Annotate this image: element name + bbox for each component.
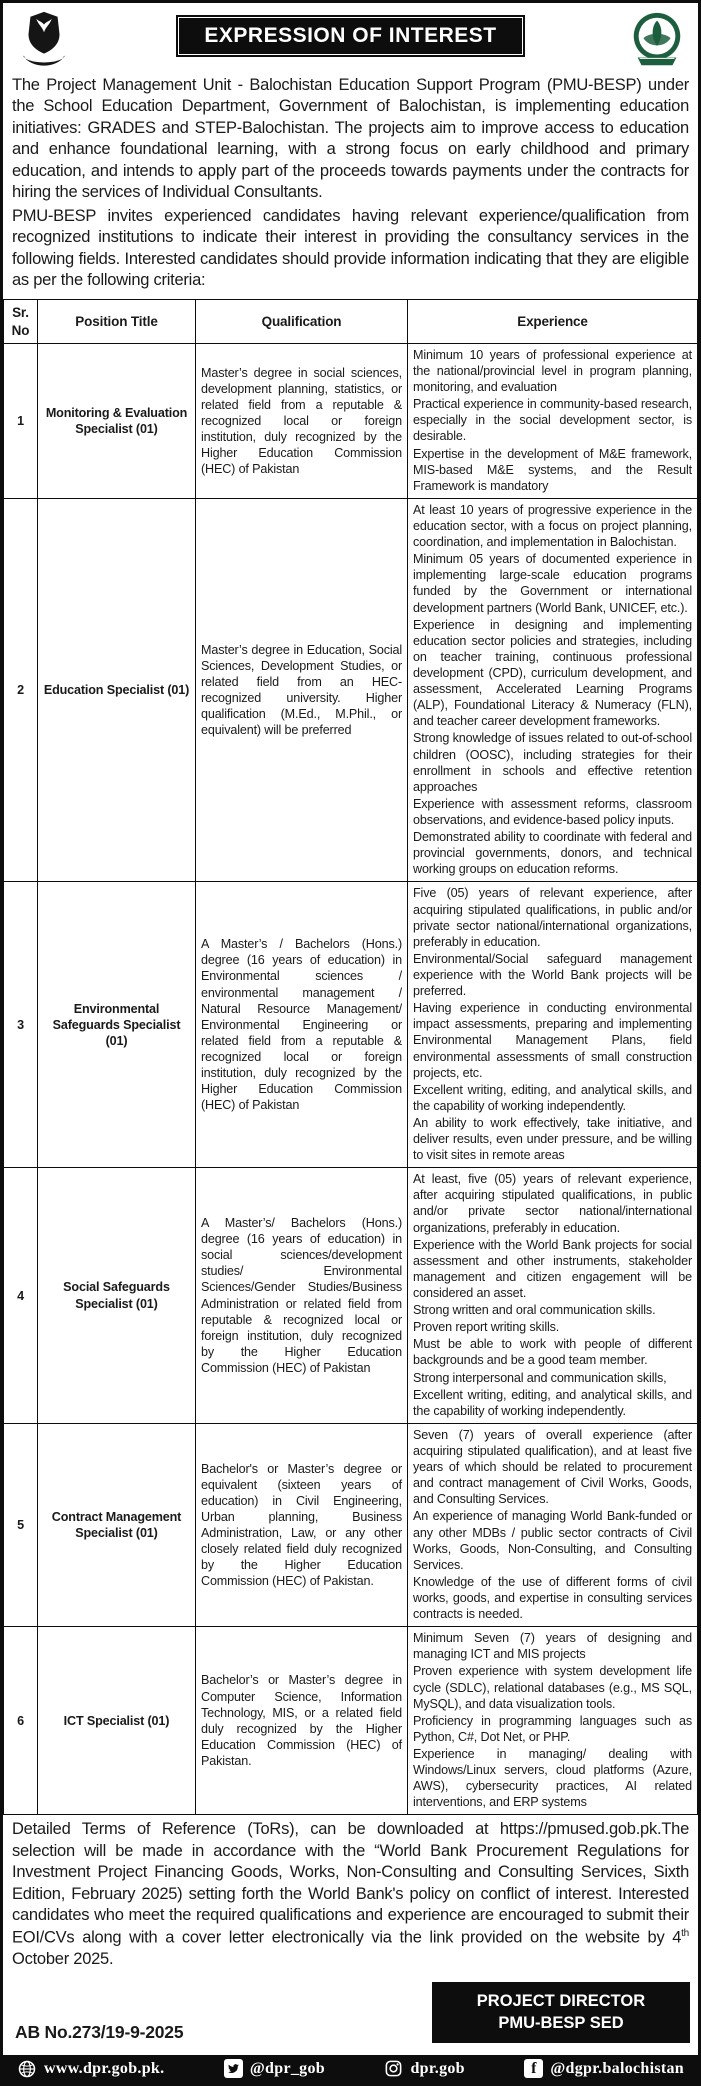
experience-item: Excellent writing, editing, and analytical skills, and the capability of working independently.	[413, 1387, 692, 1418]
table-row	[4, 1168, 698, 1424]
tor-date-superscript: th	[681, 1927, 689, 1939]
facebook-icon: f	[524, 2059, 543, 2078]
qualification-text: Bachelor's or Master’s degree or equivalent (sixteen years of education) in Civil Engineering, Urban planning, Business Administration, Law, or any other closely related field duly recognized by the Higher Education Commission (HEC) of Pakistan.	[196, 1423, 408, 1626]
experience-item: Demonstrated ability to coordinate with federal and provincial governments, donors, and technical working groups on education reforms.	[413, 830, 692, 877]
balochistan-green-emblem-icon	[626, 9, 688, 71]
experience-item: Proven report writing skills.	[413, 1320, 560, 1335]
terms-of-reference-note	[3, 1815, 698, 1972]
sr-no: 4	[4, 1168, 38, 1424]
experience-item: Practical experience in community-based research, especially in the social development sector, is desirable.	[413, 397, 692, 444]
experience-item: Excellent writing, editing, and analytical skills, and the capability of working independently.	[413, 1082, 692, 1113]
header	[3, 3, 698, 73]
table-row	[4, 498, 698, 882]
experience-item: Minimum Seven (7) years of designing and managing ICT and MIS projects	[413, 1631, 692, 1662]
intro-paragraph-1: The Project Management Unit - Balochistan Education Support Program (PMU-BESP) under the School Education Department, Government of Balochistan, is implementing education initiatives: GRADES and STEP-Balochistan. The projects aim to improve access to education and enhance foundational learning, with a strong focus on early childhood and primary education, and intends to apply part of the proceeds towards payments under the contracts for hiring the services of Individual Consultants.	[12, 76, 689, 202]
experience-item: Must be able to work with people of different backgrounds and be a good team member.	[413, 1337, 692, 1368]
sr-no: 5	[4, 1423, 38, 1626]
tor-date-text: October 2025.	[12, 1949, 114, 1968]
website-url: www.dpr.gob.pk.	[44, 2059, 165, 2077]
experience-list	[408, 343, 698, 498]
positions-table	[3, 299, 698, 1815]
experience-item: Strong written and oral communication skills.	[413, 1303, 656, 1318]
experience-item: Knowledge of the use of different forms of civil works, goods, and expertise in consulting services contracts is needed.	[413, 1574, 692, 1622]
experience-list	[408, 498, 698, 882]
qualification-text: Master’s degree in Education, Social Sciences, Development Studies, or related field from an HEC-recognized university. Higher qualification (M.Ed., M.Phil., or equivalent) will be preferred	[196, 498, 408, 882]
experience-item: Strong knowledge of issues related to out-of-school children (OOSC), including strategies for their enrollment in schools and effective retention approaches	[413, 731, 692, 794]
experience-item: Environmental/Social safeguard management experience with the World Bank projects will be preferred.	[413, 951, 692, 999]
experience-item: Having experience in conducting environmental impact assessments, preparing and implementing Environmental Management Plans, field environmental assessments of small construction projects, etc.	[413, 1001, 692, 1080]
experience-item: An experience of managing World Bank-funded or any other MDBs / public sector contracts of Civil Works, Goods, Non-Consulting, and Consulting Services.	[413, 1509, 692, 1572]
table-row	[4, 1423, 698, 1626]
qualification-text: A Master’s/ Bachelors (Hons.) degree (16 years of education) in social sciences/development studies/ Environmental Sciences/Gender Studies/Business Administration or related field from reputable & recognized local or foreign institution, duly recognized by the Higher Education Commission (HEC) of Pakistan	[196, 1168, 408, 1424]
experience-list	[408, 1423, 698, 1626]
experience-item: Expertise in the development of M&E framework, MIS-based M&E systems, and the Result Framework is mandatory	[413, 446, 692, 493]
header-position-title: Position Title	[38, 300, 196, 344]
signature-title: PROJECT DIRECTOR	[476, 1991, 646, 2010]
position-title: Education Specialist (01)	[38, 498, 196, 882]
instagram-handle: dpr.gob	[410, 2059, 465, 2077]
twitter-item	[224, 2059, 325, 2078]
table-row	[4, 1627, 698, 1815]
table-row	[4, 882, 698, 1168]
header-qualification: Qualification	[196, 300, 408, 344]
page-title: EXPRESSION OF INTEREST	[176, 15, 524, 57]
header-sr-no: Sr. No	[4, 300, 38, 344]
table-header-row	[4, 300, 698, 344]
position-title: ICT Specialist (01)	[38, 1627, 196, 1815]
facebook-item	[524, 2059, 684, 2078]
social-bar	[3, 2053, 698, 2083]
experience-item: Minimum 10 years of professional experience at the national/provincial level in program planning, monitoring, and evaluation	[413, 347, 692, 395]
intro-section	[3, 73, 698, 297]
signature-box	[432, 1982, 690, 2043]
ad-reference-number: AB No.273/19-9-2025	[15, 2021, 184, 2042]
instagram-item	[384, 2059, 464, 2078]
experience-list	[408, 1168, 698, 1424]
experience-list	[408, 882, 698, 1168]
intro-paragraph-2: PMU-BESP invites experienced candidates having relevant experience/qualification from recognized institutions to indicate their interest in providing the consultancy services in the following fields. Interested candidates should provide information indicating that they are eligible as per the following criteria:	[12, 206, 689, 289]
sr-no: 3	[4, 882, 38, 1168]
experience-item: Proficiency in programming languages such as Python, C#, Dot Net, or PHP.	[413, 1713, 692, 1744]
signature-org: PMU-BESP SED	[498, 2014, 624, 2033]
website-item	[17, 2059, 164, 2079]
qualification-text: Master’s degree in social sciences, development planning, statistics, or related field from a reputable & recognized local or foreign institution, duly recognized by the Higher Education Commission (HEC) of Pakistan	[196, 343, 408, 498]
position-title: Social Safeguards Specialist (01)	[38, 1168, 196, 1424]
sr-no: 6	[4, 1627, 38, 1815]
qualification-text: A Master’s / Bachelors (Hons.) degree (16 years of education) in Environmental sciences / environmental management / Natural Resource Management/ Environmental Engineering or related field from a reputable & recognized local or foreign institution, duly recognized by the Higher Education Commission (HEC) of Pakistan	[196, 882, 408, 1168]
experience-item: Minimum 05 years of documented experience in implementing large-scale education programs funded by the Government or international development partners (World Bank, UNICEF, etc.).	[413, 552, 692, 615]
tor-text: Detailed Terms of Reference (ToRs), can be downloaded at https://pmused.gob.pk.The selection will be made in accordance with the “World Bank Procurement Regulations for Investment Project Financing Goods, Works, Non-Consulting and Consulting Services, Sixth Edition, February 2025) setting forth the World Bank's policy on conflict of interest. Interested candidates who meet the required qualifications and experience are encouraged to submit their EOI/CVs along with a cover letter electronically via the link provided on the website by 4	[12, 1820, 689, 1947]
experience-item: Experience with the World Bank projects for social assessment and other instruments, stakeholder management and citizen engagement will be considered an asset.	[413, 1237, 692, 1301]
twitter-icon	[224, 2059, 243, 2078]
sr-no: 2	[4, 498, 38, 882]
balochistan-government-crest-icon	[13, 9, 75, 71]
position-title: Monitoring & Evaluation Specialist (01)	[38, 343, 196, 498]
table-row	[4, 343, 698, 498]
experience-item: Strong interpersonal and communication skills,	[413, 1370, 667, 1385]
qualification-text: Bachelor’s or Master’s degree in Computer Science, Information Technology, MIS, or a related field duly recognized by the Higher Education Commission (HEC) of Pakistan.	[196, 1627, 408, 1815]
experience-item: Seven (7) years of overall experience (after acquiring stipulated qualification), and at least five years of which should be related to procurement and contract management of Civil Works, Goods, and Consulting Services.	[413, 1427, 692, 1507]
position-title: Contract Management Specialist (01)	[38, 1423, 196, 1626]
experience-item: Experience in managing/ dealing with Windows/Linux servers, cloud platforms (Azure, AWS), cybersecurity practices, AI related interventions, and ERP systems	[413, 1746, 692, 1810]
sr-no: 1	[4, 343, 38, 498]
instagram-icon	[384, 2059, 403, 2078]
experience-item: An ability to work effectively, take initiative, and deliver results, even under pressure, and be willing to visit sites in remote areas	[413, 1115, 692, 1163]
facebook-handle: @dgpr.balochistan	[550, 2059, 684, 2077]
experience-item: Proven experience with system development life cycle (SDLC), relational databases (e.g., MS SQL, MySQL), and data visualization tools.	[413, 1664, 692, 1711]
globe-icon	[17, 2059, 37, 2079]
signature-row	[3, 1972, 698, 2049]
experience-item: At least, five (05) years of relevant experience, after acquiring stipulated qualifications, in public and/or private sector national/international organizations, preferably in education.	[413, 1172, 692, 1235]
experience-item: At least 10 years of progressive experience in the education sector, with a focus on project planning, coordination, and implementation in Balochistan.	[413, 502, 692, 550]
header-experience: Experience	[408, 300, 698, 344]
twitter-handle: @dpr_gob	[249, 2059, 325, 2077]
experience-item: Experience with assessment reforms, classroom observations, and evidence-based policy inputs.	[413, 796, 692, 827]
experience-item: Five (05) years of relevant experience, after acquiring stipulated qualifications, in public and/or private sector national/international organizations, preferably in education.	[413, 886, 692, 949]
experience-item: Experience in designing and implementing education sector policies and strategies, including on teacher training, continuous professional development (CPD), curriculum development, and assessment, Accelerated Learning Programs (ALP), Foundational Literacy & Numeracy (FLN), and teacher career development frameworks.	[413, 617, 692, 729]
position-title: Environmental Safeguards Specialist (01)	[38, 882, 196, 1168]
experience-list	[408, 1627, 698, 1815]
